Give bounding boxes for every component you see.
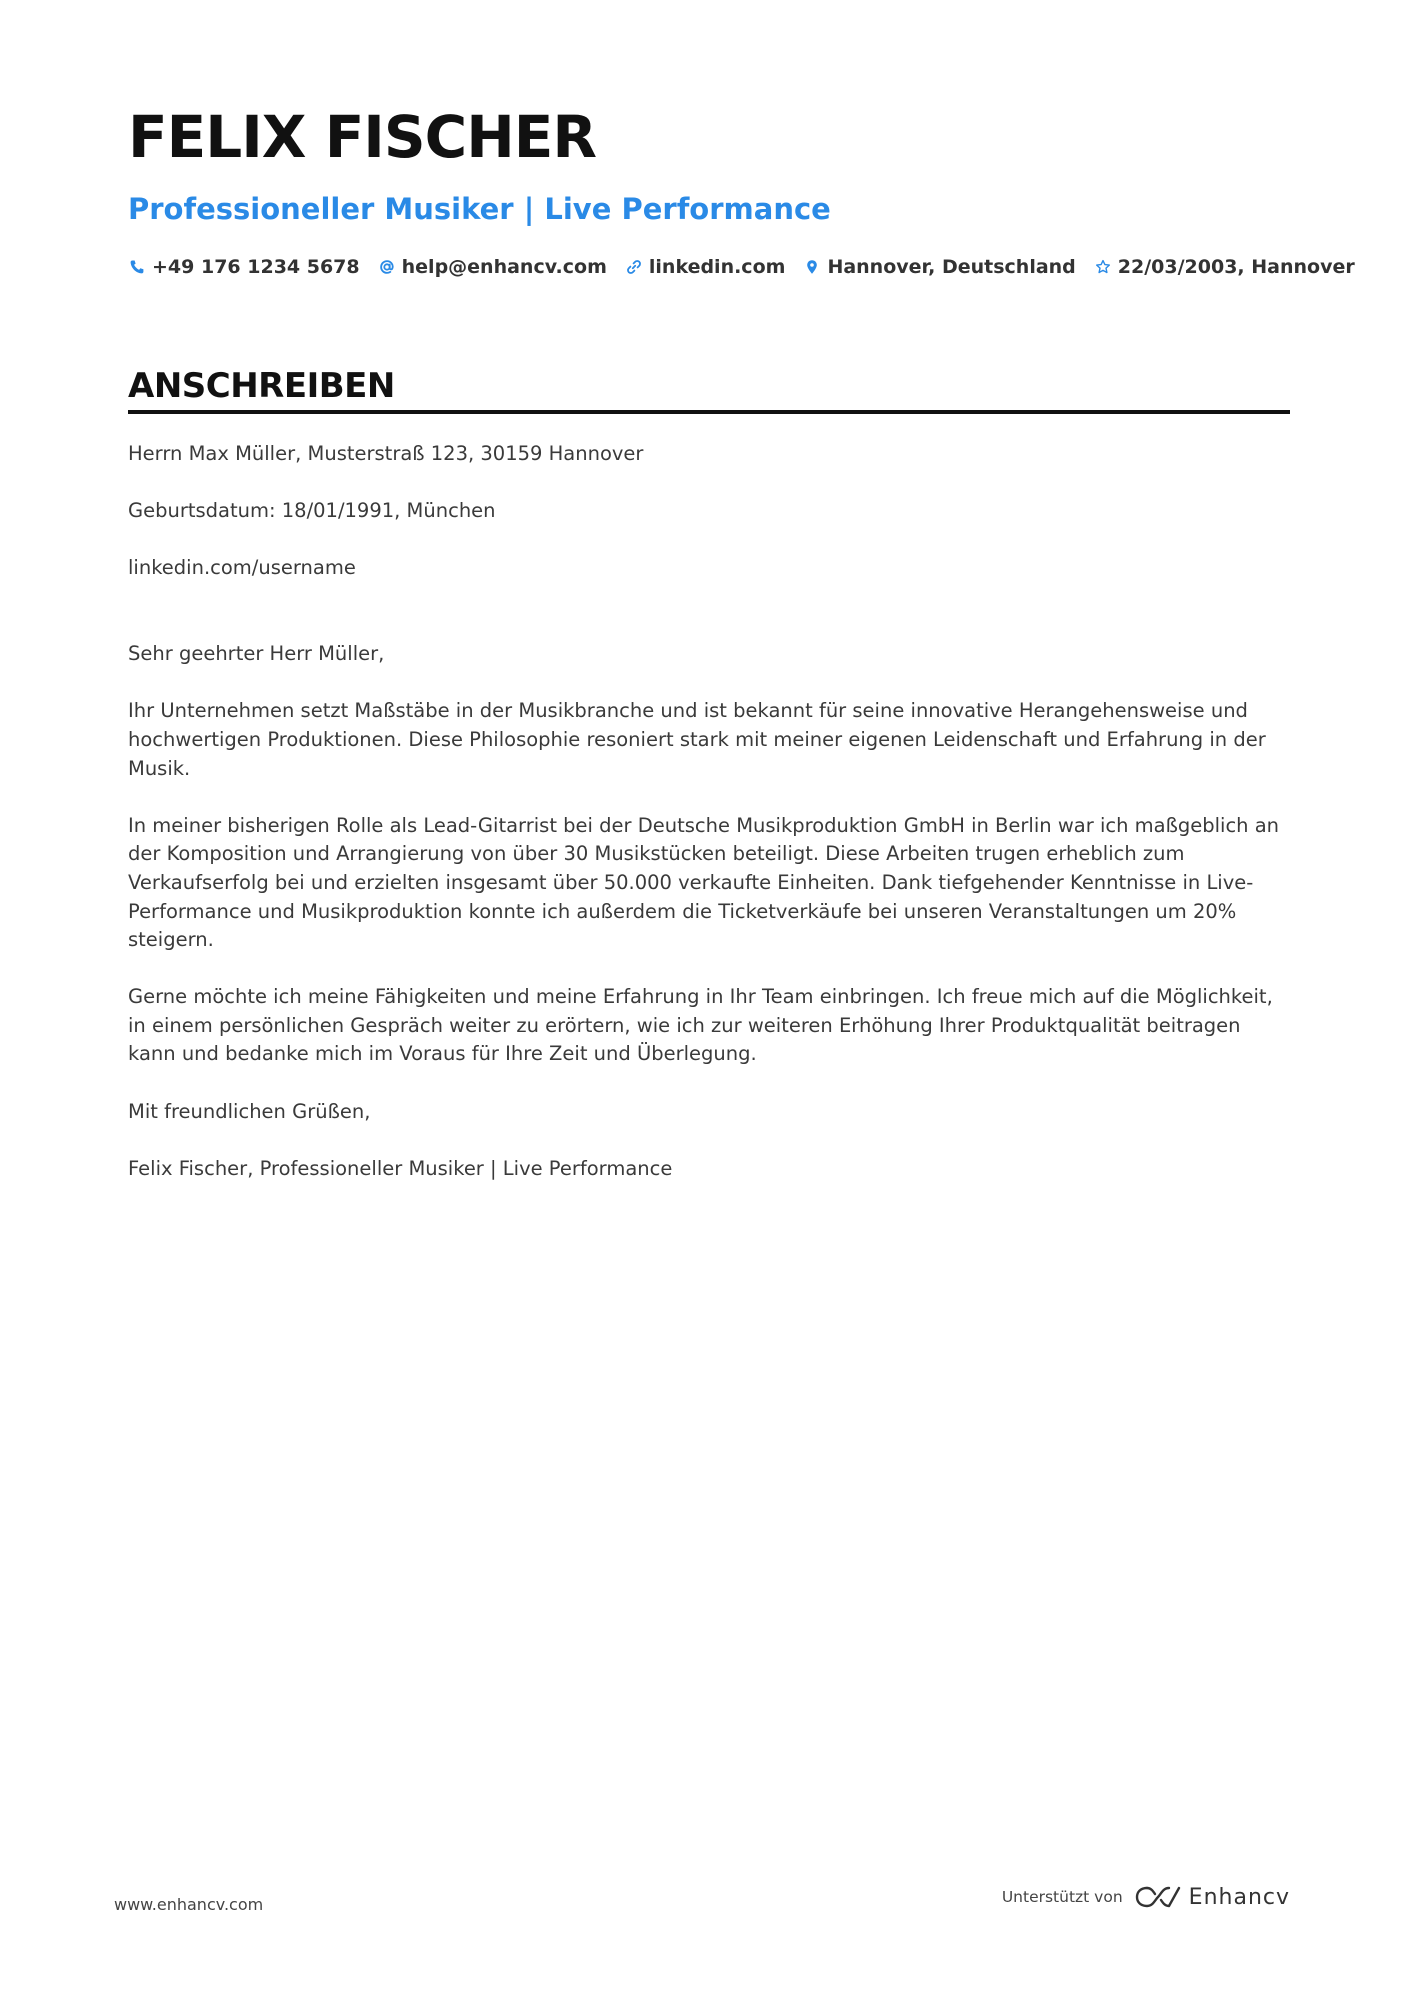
link-icon bbox=[625, 258, 643, 276]
contact-location bbox=[803, 256, 1075, 278]
contact-phone-text: +49 176 1234 5678 bbox=[152, 256, 360, 278]
letter-salutation: Sehr geehrter Herr Müller, bbox=[128, 642, 385, 666]
letter-birth-info: Geburtsdatum: 18/01/1991, München bbox=[128, 499, 496, 523]
spacer bbox=[128, 612, 1290, 641]
cover-letter-body bbox=[128, 440, 1290, 1212]
contact-birth-text: 22/03/2003, Hannover bbox=[1117, 256, 1355, 278]
candidate-name: FELIX FISCHER bbox=[128, 103, 597, 171]
candidate-headline: Professioneller Musiker | Live Performance bbox=[128, 192, 831, 226]
letter-paragraph: Ihr Unternehmen setzt Maßstäbe in der Musikbranche und ist bekannt für seine innovative Herangehensweise und hochwertigen Produktionen. Diese Philosophie resoniert stark mit meiner eigenen Leidenschaft und Erfahrung in der Musik. bbox=[128, 699, 1266, 780]
contact-birth bbox=[1094, 256, 1355, 278]
contact-bar bbox=[128, 256, 1373, 278]
section-title: ANSCHREIBEN bbox=[128, 366, 395, 406]
contact-linkedin-text: linkedin.com bbox=[648, 256, 786, 278]
at-icon bbox=[378, 258, 396, 276]
enhancv-logo-icon bbox=[1135, 1884, 1181, 1910]
section-divider bbox=[128, 410, 1290, 414]
letter-signature: Felix Fischer, Professioneller Musiker | Live Performance bbox=[128, 1156, 673, 1180]
phone-icon bbox=[128, 258, 146, 276]
letter-paragraph: In meiner bisherigen Rolle als Lead-Gitarrist bei der Deutsche Musikproduktion GmbH in Berlin war ich maßgeblich an der Komposition und Arrangierung von über 30 Musikstücken beteiligt. Diese Arbeiten trugen erheblich zum Verkaufserfolg bei und erzielten insgesamt über 50.000 verkaufte Einheiten. Dank tiefgehender Kenntnisse in Live-Performance und Musikproduktion konnte ich außerdem die Ticketverkäufe bei unseren Veranstaltungen um 20% steigern. bbox=[128, 813, 1280, 952]
letter-paragraph: Gerne möchte ich meine Fähigkeiten und meine Erfahrung in Ihr Team einbringen. Ich freue mich auf die Möglichkeit, in einem persönlichen Gespräch weiter zu erörtern, wie ich zur weiteren Erhöhung Ihrer Produktqualität beitragen kann und bedanke mich im Voraus für Ihre Zeit und Überlegung. bbox=[128, 985, 1273, 1066]
footer-branding bbox=[1002, 1884, 1290, 1910]
letter-closing: Mit freundlichen Grüßen, bbox=[128, 1099, 371, 1123]
location-icon bbox=[803, 258, 821, 276]
contact-linkedin[interactable] bbox=[625, 256, 786, 278]
contact-email-text: help@enhancv.com bbox=[401, 256, 607, 278]
powered-by-label: Unterstützt von bbox=[1001, 1888, 1123, 1906]
letter-recipient: Herrn Max Müller, Musterstraß 123, 30159 Hannover bbox=[128, 442, 644, 465]
footer-website[interactable]: www.enhancv.com bbox=[114, 1895, 264, 1914]
star-icon bbox=[1094, 258, 1112, 276]
contact-location-text: Hannover, Deutschland bbox=[827, 256, 1076, 278]
enhancv-brand: Enhancv bbox=[1188, 1884, 1290, 1910]
contact-email[interactable] bbox=[378, 256, 607, 278]
contact-phone bbox=[128, 256, 360, 278]
letter-link: linkedin.com/username bbox=[128, 556, 356, 580]
